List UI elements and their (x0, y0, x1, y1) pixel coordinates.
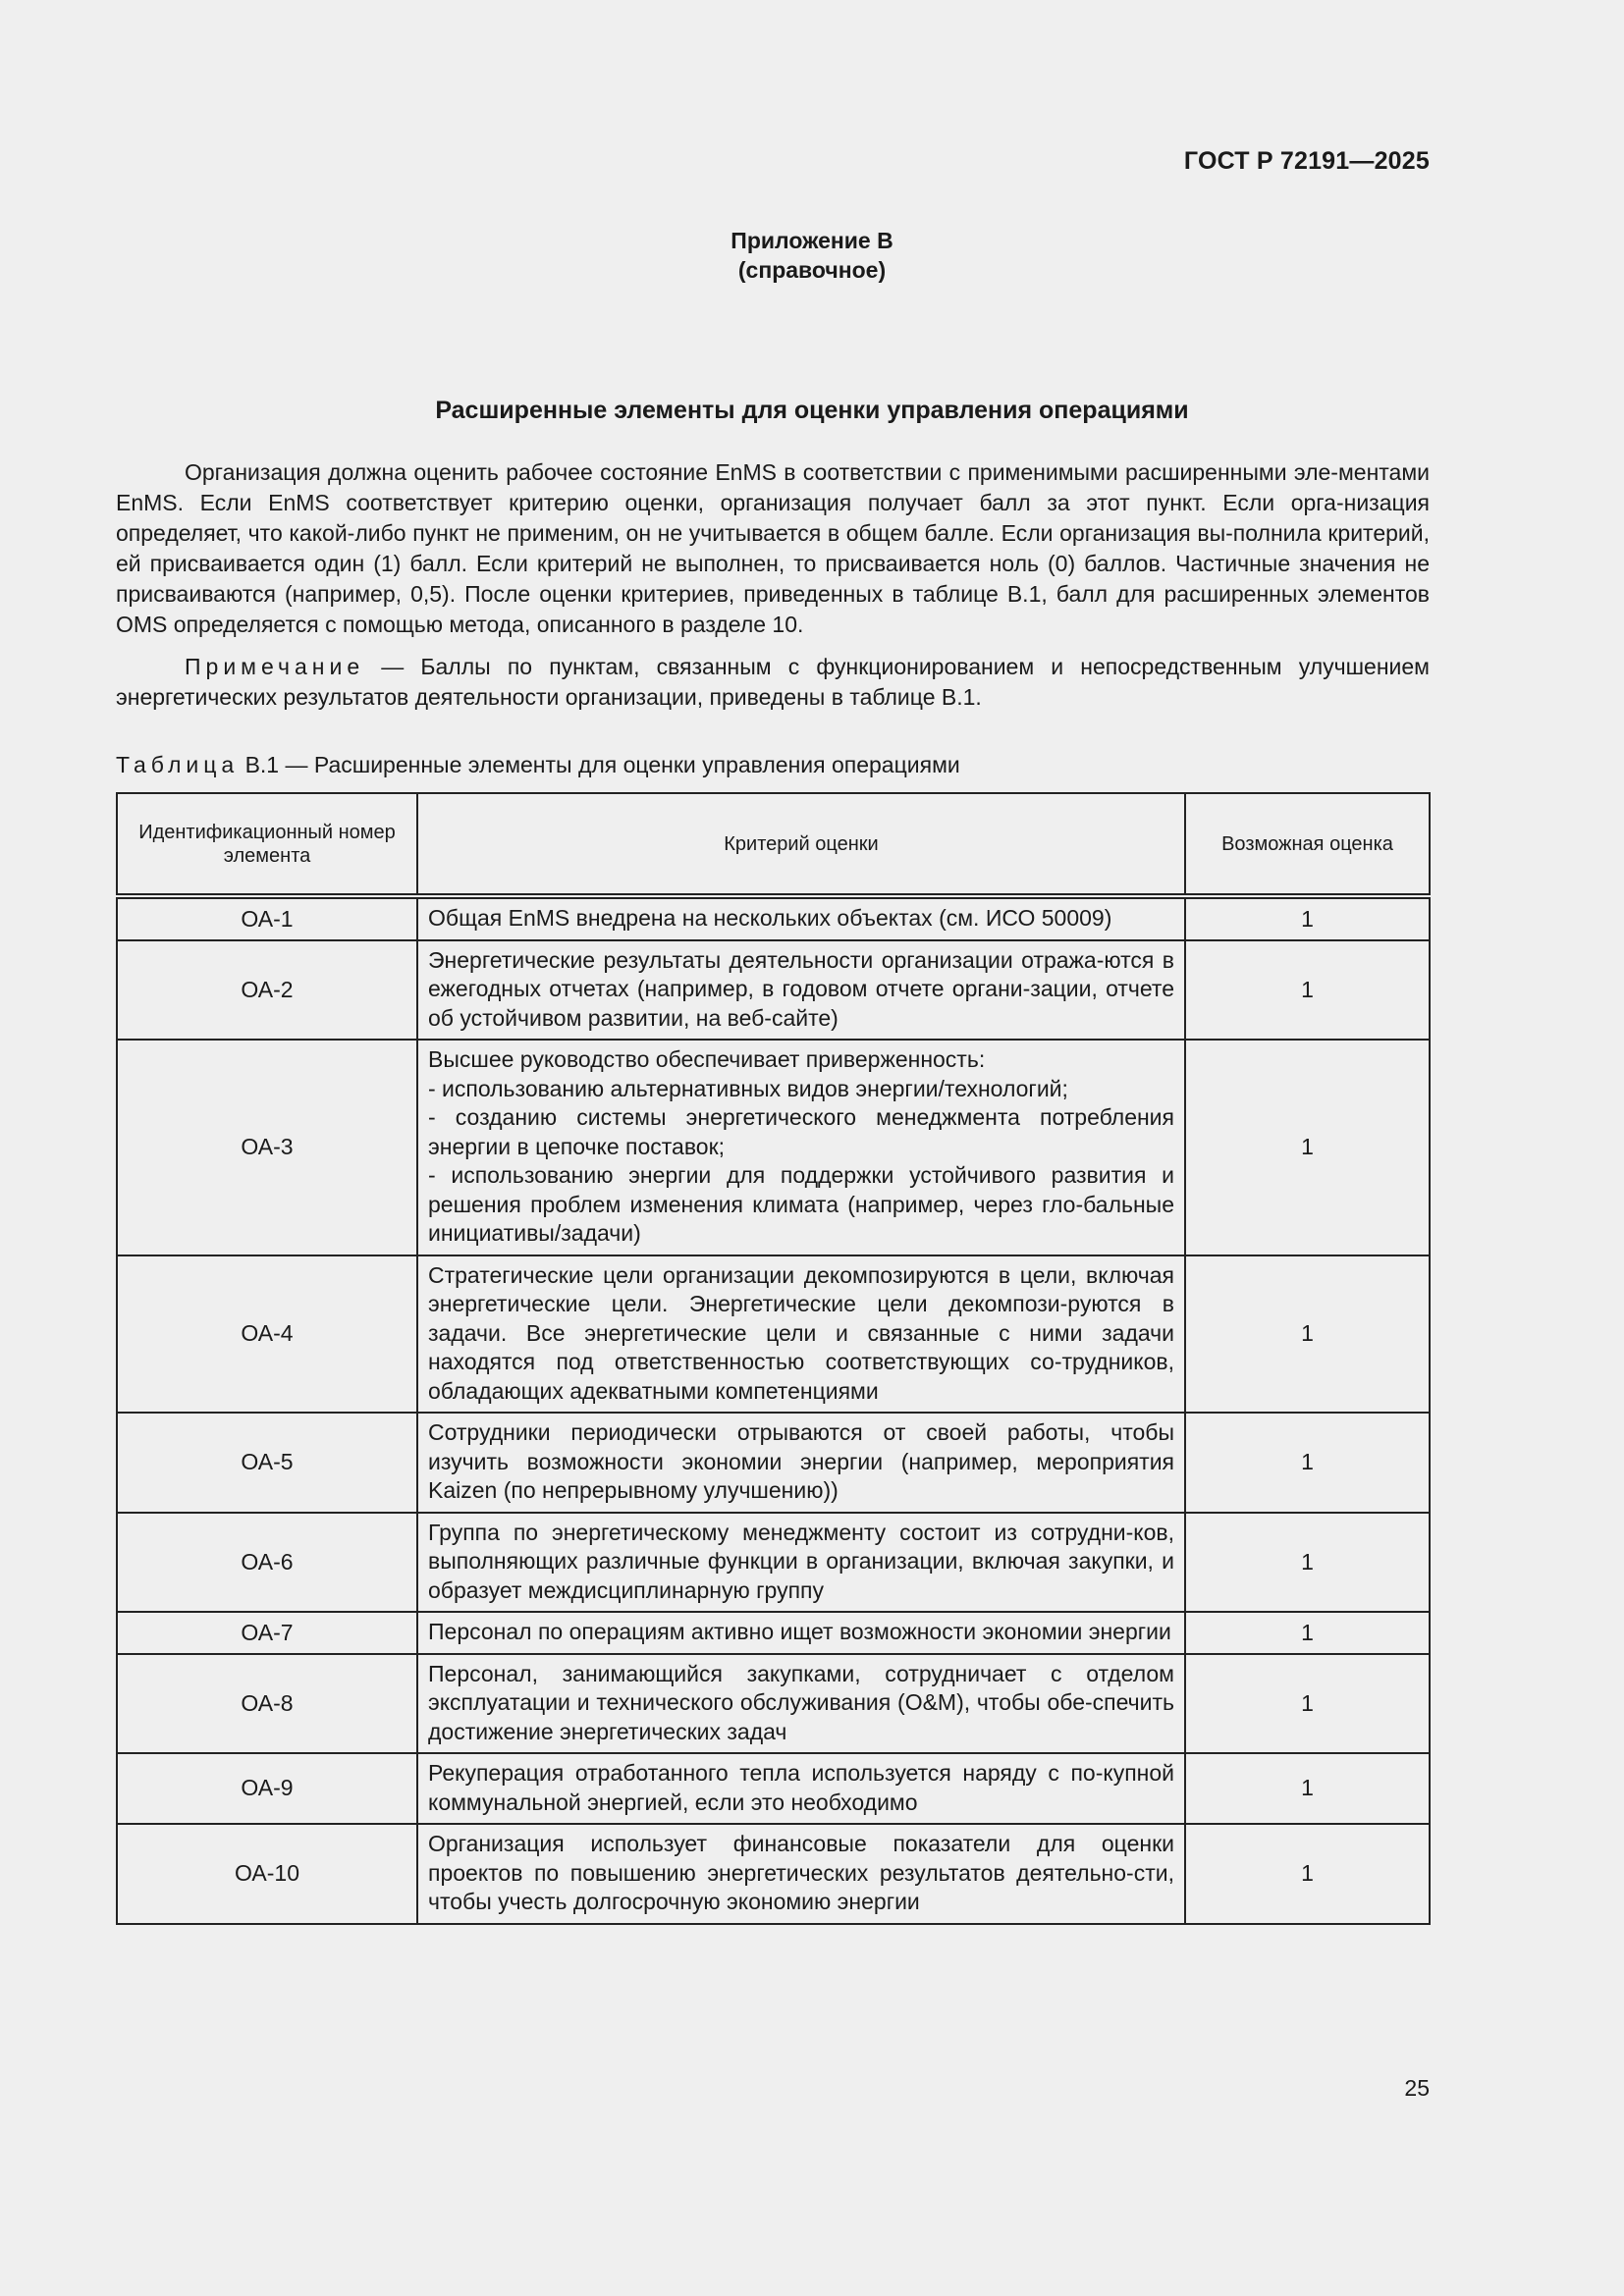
criterion-text: Рекуперация отработанного тепла используется наряду с по-купной коммунальной энергией, если это необходимо (428, 1760, 1174, 1815)
criterion-text: - созданию системы энергетического менеджмента потребления энергии в цепочке поставок; (428, 1104, 1174, 1159)
section-title: Расширенные элементы для оценки управления операциями (435, 397, 1189, 424)
possible-score: 1 (1185, 1654, 1430, 1754)
table-caption-label: Таблица (116, 752, 240, 777)
table-caption-text: В.1 — Расширенные элементы для оценки управления операциями (239, 752, 960, 777)
table-row (117, 1255, 1430, 1414)
criterion-text: Персонал по операциям активно ищет возможности экономии энергии (428, 1619, 1171, 1644)
criterion-cell (417, 1654, 1185, 1754)
criterion-text: Общая EnMS внедрена на нескольких объектах (см. ИСО 50009) (428, 905, 1112, 931)
table-row (117, 1413, 1430, 1513)
appendix-subtitle: (справочное) (737, 257, 887, 283)
criterion-text: Стратегические цели организации декомпозируются в цели, включая энергетические цели. Энергетические цели декомпози-руются в задачи. Все энергетические цели и связанные с ними задачи находятся под ответственностью соответствующих со-трудников, обладающих адекватными компетенциями (428, 1261, 1174, 1404)
note-label: Примечание (185, 654, 365, 679)
element-id: ОА-6 (117, 1513, 417, 1613)
table-row (117, 896, 1430, 940)
element-id: ОА-5 (117, 1413, 417, 1513)
appendix-title: Приложение В (731, 228, 893, 253)
table-row (117, 1612, 1430, 1654)
element-id: ОА-8 (117, 1654, 417, 1754)
note-paragraph (116, 652, 1430, 713)
criterion-text: Группа по энергетическому менеджменту состоит из сотрудни-ков, выполняющих различные функции в организации, включая закупки, и образует междисциплинарную группу (428, 1519, 1174, 1603)
table-row (117, 940, 1430, 1041)
criterion-text: Энергетические результаты деятельности организации отража-ются в ежегодных отчетах (например, в годовом отчете органи-зации, отчете об устойчивом развитии, на веб-сайте) (428, 946, 1174, 1031)
element-id: ОА-3 (117, 1040, 417, 1255)
table-body (117, 896, 1430, 1924)
possible-score: 1 (1185, 896, 1430, 940)
body-text (116, 457, 1430, 713)
table-header-row (117, 793, 1430, 896)
document-code: ГОСТ Р 72191—2025 (1183, 147, 1430, 175)
table-row (117, 1654, 1430, 1754)
table-row (117, 1824, 1430, 1924)
element-id: ОА-2 (117, 940, 417, 1041)
criterion-cell (417, 896, 1185, 940)
criterion-text: - использованию альтернативных видов энергии/технологий; (428, 1075, 1068, 1101)
criterion-text: Персонал, занимающийся закупками, сотрудничает с отделом эксплуатации и технического обслуживания (O&M), чтобы обе-спечить достижение энергетических задач (428, 1660, 1174, 1744)
element-id: ОА-4 (117, 1255, 417, 1414)
table-row (117, 1753, 1430, 1824)
intro-paragraph: Организация должна оценить рабочее состояние EnMS в соответствии с применимыми расширенными эле-ментами EnMS. Если EnMS соответствует критерию оценки, организация получает балл за этот пункт. Если орга-низация определяет, что какой-либо пункт не применим, он не учитывается в общем балле. Если организация вы-полнила критерий, ей присваивается один (1) балл. Если критерий не выполнен, то присваивается ноль (0) баллов. Частичные значения не присваиваются (например, 0,5). После оценки критериев, приведенных в таблице В.1, балл для расширенных элементов OMS определяется с помощью метода, описанного в разделе 10. (116, 459, 1430, 637)
table-caption (116, 752, 960, 778)
note-text: — Баллы по пунктам, связанным с функционированием и непосредственным улучшением энергетических результатов деятельности организации, приведены в таблице В.1. (116, 654, 1430, 710)
column-header-criterion: Критерий оценки (417, 793, 1185, 896)
criterion-cell (417, 1824, 1185, 1924)
possible-score: 1 (1185, 1255, 1430, 1414)
column-header-score: Возможная оценка (1185, 793, 1430, 896)
table-row (117, 1513, 1430, 1613)
column-header-id: Идентификационный номер элемента (117, 793, 417, 896)
possible-score: 1 (1185, 1413, 1430, 1513)
element-id: ОА-7 (117, 1612, 417, 1654)
criterion-text: Высшее руководство обеспечивает приверженность: (428, 1046, 986, 1072)
element-id: ОА-1 (117, 896, 417, 940)
element-id: ОА-9 (117, 1753, 417, 1824)
possible-score: 1 (1185, 1513, 1430, 1613)
criterion-cell (417, 1753, 1185, 1824)
table-row (117, 1040, 1430, 1255)
possible-score: 1 (1185, 1753, 1430, 1824)
possible-score: 1 (1185, 1040, 1430, 1255)
criterion-text: Сотрудники периодически отрываются от своей работы, чтобы изучить возможности экономии энергии (например, мероприятия Kaizen (по непрерывному улучшению)) (428, 1419, 1174, 1503)
criterion-cell (417, 940, 1185, 1041)
possible-score: 1 (1185, 1612, 1430, 1654)
criterion-cell (417, 1612, 1185, 1654)
criteria-table (116, 792, 1431, 1925)
possible-score: 1 (1185, 940, 1430, 1041)
criterion-text: Организация использует финансовые показатели для оценки проектов по повышению энергетических результатов деятельно-сти, чтобы учесть долгосрочную экономию энергии (428, 1831, 1174, 1914)
criterion-cell (417, 1040, 1185, 1255)
criterion-cell (417, 1513, 1185, 1613)
criterion-cell (417, 1255, 1185, 1414)
appendix-heading (0, 226, 1624, 285)
criterion-text: - использованию энергии для поддержки устойчивого развития и решения проблем изменения климата (например, через гло-бальные инициативы/задачи) (428, 1162, 1174, 1246)
criterion-cell (417, 1413, 1185, 1513)
possible-score: 1 (1185, 1824, 1430, 1924)
page-number: 25 (1404, 2075, 1430, 2101)
element-id: ОА-10 (117, 1824, 417, 1924)
